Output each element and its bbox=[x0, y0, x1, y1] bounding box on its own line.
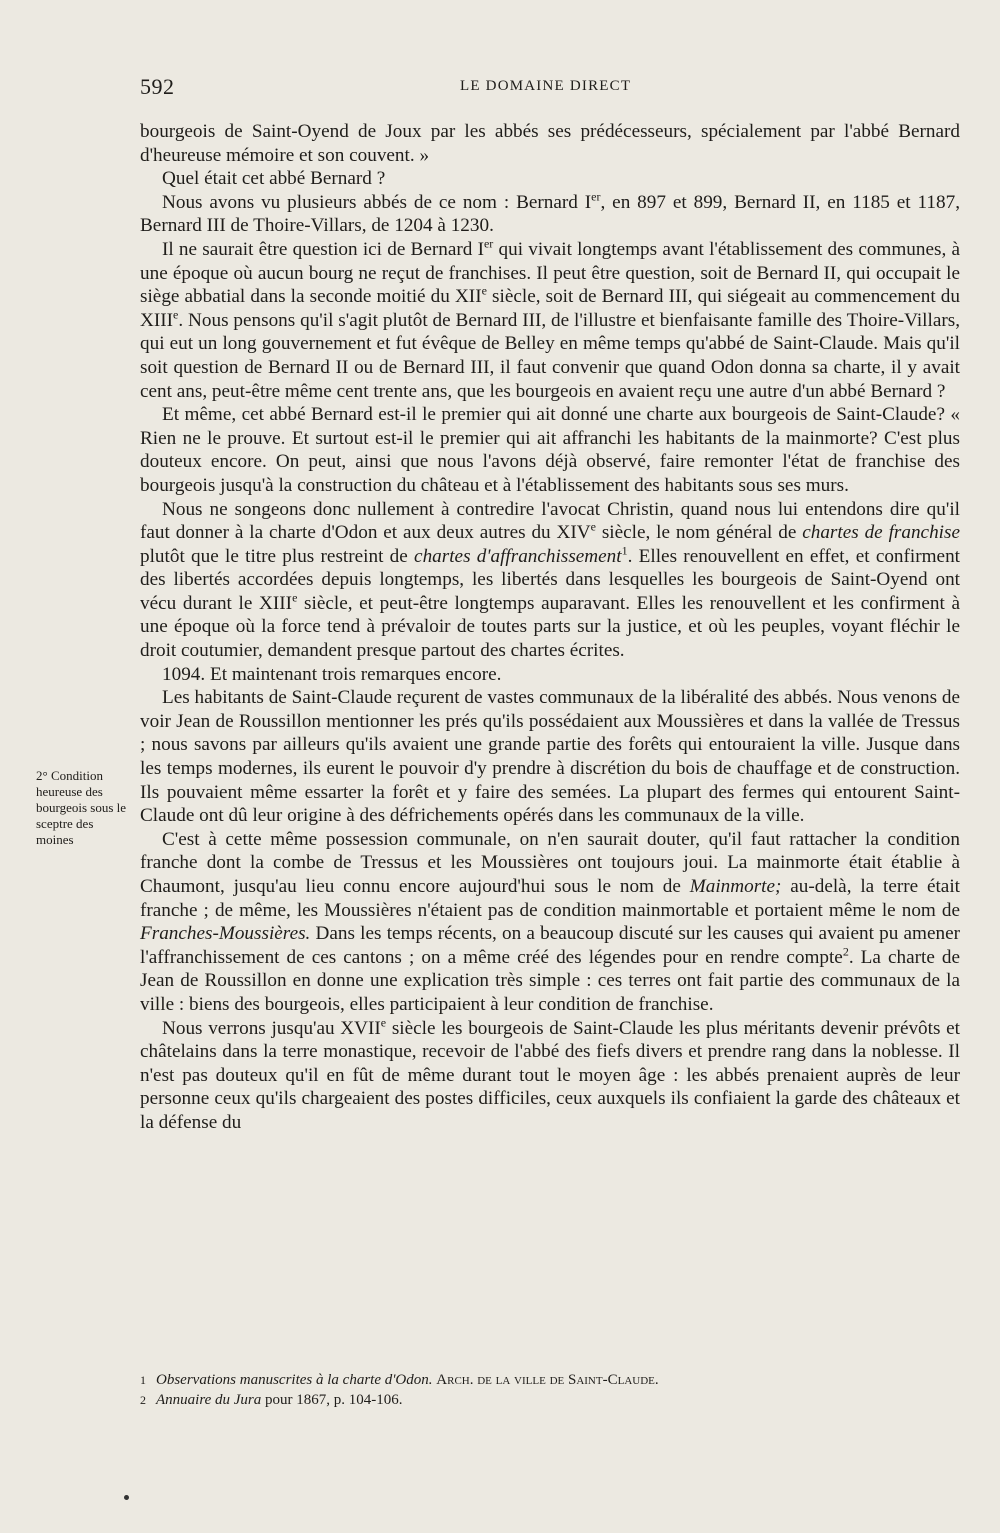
paragraph-4-text-a: Il ne saurait être question ici de Bernard I bbox=[162, 238, 484, 260]
running-title: LE DOMAINE DIRECT bbox=[460, 78, 632, 94]
superscript: e bbox=[380, 1015, 387, 1030]
margin-note: 2° Condition heureuse des bourgeois sous le sceptre des moines bbox=[36, 768, 127, 847]
footnote-ref-2: 2 bbox=[842, 944, 849, 959]
footnote-source: Arch. de la ville de Saint-Claude. bbox=[436, 1372, 659, 1388]
footnotes bbox=[140, 1370, 960, 1410]
paragraph-2: Quel était cet abbé Bernard ? bbox=[162, 168, 386, 190]
paragraph-6 bbox=[140, 498, 960, 663]
paragraph-4-text-c: siècle, soit de Bernard III, qui siégeait au commencement du XIII bbox=[140, 286, 960, 331]
page-number: 592 bbox=[140, 74, 175, 99]
footnote-2 bbox=[140, 1390, 960, 1410]
italic-term: chartes de franchise bbox=[802, 522, 960, 544]
paragraph-6-text-e: siècle, et peut-être longtemps auparavant. Elles les renouvellent et les confirment à une époque où la force tend à prévaloir de toutes parts sur la justice, et où les peuples, voyant fléchir le droit coutumier, demandent presque partout des chartes écrites. bbox=[140, 592, 960, 662]
paragraph-6-text-d: . Elles renouvellent en effet, et confirment des libertés accordées depuis longtemps, les libertés dans lesquelles les bourgeois de Saint-Oyend ont vécu durant le XIII bbox=[140, 545, 960, 614]
paragraph-6-text-c: plutôt que le titre plus restreint de bbox=[140, 545, 415, 567]
italic-term: Mainmorte; bbox=[689, 876, 782, 897]
body-text bbox=[140, 120, 960, 1135]
ink-speck bbox=[124, 1495, 129, 1500]
paragraph-10 bbox=[140, 1017, 960, 1135]
superscript: er bbox=[591, 189, 601, 204]
page-header bbox=[140, 74, 960, 102]
paragraph-4-text-b: qui vivait longtemps avant l'établissement des communes, à une époque où aucun bourg ne reçut de franchises. Il peut être question, soit de Bernard II, qui occupait le siège abbatial dans la seconde moitié du XII bbox=[140, 238, 960, 308]
paragraph-7-numbered: 1094. Et maintenant trois remarques encore. bbox=[162, 663, 502, 685]
paragraph-5: Et même, cet abbé Bernard est-il le premier qui ait donné une charte aux bourgeois de Saint-Claude? « Rien ne le prouve. Et surtout est-il le premier qui ait affranchi les habitants de la mainmorte? C'est plus douteux encore. On peut, ainsi que nous l'avons déjà observé, faire remonter l'état de franchise des bourgeois jusqu'à la construction du château et à l'établissement des habitants sous ses murs. bbox=[140, 404, 960, 496]
paragraph-9-text-b: au-delà, la terre était franche ; de même, les Moussières n'étaient pas de condition mainmortable et portaient même le nom de bbox=[140, 876, 960, 921]
footnote-detail: pour 1867, p. 104-106. bbox=[265, 1392, 403, 1408]
footnote-1 bbox=[140, 1370, 960, 1390]
paragraph-8: Les habitants de Saint-Claude reçurent de vastes communaux de la libéralité des abbés. Nous venons de voir Jean de Roussillon mentionner les prés qu'ils possédaient aux Moussières et dans la vallée de Tressus ; nous savons par ailleurs qu'ils avaient une grande partie des forêts qui entouraient la ville. Jusque dans les temps modernes, ils eurent le pouvoir d'y prendre à discrétion du bois de chauffage et de construction. Ils pouvaient même essarter la forêt et y faire des semées. La plupart des fermes qui entourent Saint-Claude ont dû leur origine à des défrichements opérés dans les communaux de la ville. bbox=[140, 687, 960, 827]
paragraph-3 bbox=[140, 191, 960, 238]
paragraph-10-text-b: siècle les bourgeois de Saint-Claude les plus méritants devenir prévôts et châtelains dans la terre monastique, recevoir de l'abbé des fiefs divers et prendre rang dans la noblesse. Il n'est pas douteux qu'il en fût de même durant tout le moyen âge : les abbés prenaient auprès de leur personne ceux qu'ils chargeaient des postes difficiles, ceux auxquels ils confiaient la garde des châteaux et la défense du bbox=[140, 1017, 960, 1133]
superscript: e bbox=[481, 283, 487, 298]
paragraph-10-text-a: Nous verrons jusqu'au XVII bbox=[162, 1017, 381, 1039]
paragraph-9 bbox=[140, 828, 960, 1017]
italic-term: Franches-Moussières. bbox=[140, 923, 311, 945]
footnote-number: 2 bbox=[140, 1393, 146, 1407]
footnote-title: Observations manuscrites à la charte d'Odon. bbox=[156, 1372, 433, 1388]
footnote-title: Annuaire du Jura bbox=[156, 1392, 262, 1408]
paragraph-9-text-d: . La charte de Jean de Roussillon en donne une explication très simple : ces terres ont fait partie des communaux de la ville : biens des bourgeois, elles participaient à leur condition de franchise. bbox=[140, 946, 961, 1015]
superscript: e bbox=[292, 590, 298, 605]
paragraph-4 bbox=[140, 238, 960, 403]
footnote-ref-1: 1 bbox=[621, 543, 628, 558]
paragraph-6-text-a: Nous ne songeons donc nullement à contredire l'avocat Christin, quand nous lui entendons dire qu'il faut donner à la charte d'Odon et aux deux autres du XIV bbox=[140, 498, 960, 544]
superscript: e bbox=[173, 307, 179, 322]
paragraph-3-text-b: , en 897 et 899, Bernard II, en 1185 et 1187, Bernard III de Thoire-Villars, de 1204 à 1230. bbox=[140, 191, 960, 237]
paragraph-6-text-b: siècle, le nom général de bbox=[595, 522, 803, 544]
paragraph-1: bourgeois de Saint-Oyend de Joux par les abbés ses prédécesseurs, spécialement par l'abbé Bernard d'heureuse mémoire et son couvent. » bbox=[140, 121, 960, 166]
paragraph-9-text-c: Dans les temps récents, on a beaucoup discuté sur les causes qui avaient pu amener l'affranchissement de ces cantons ; on a même créé des légendes pour en rendre compte bbox=[140, 923, 960, 968]
paragraph-9-text-a: C'est à cette même possession communale, on n'en saurait douter, qu'il faut rattacher la condition franche dont la combe de Tressus et les Moussières ont toujours joui. La mainmorte était établie à Chaumont, jusqu'au lieu connu encore aujourd'hui sous le nom de bbox=[140, 828, 960, 897]
paragraph-4-text-d: . Nous pensons qu'il s'agit plutôt de Bernard III, de l'illustre et bienfaisante famille des Thoire-Villars, qui eut un long gouvernement et fut évêque de Belley en même temps qu'abbé de Saint-Claude. Mais qu'il soit question de Bernard II ou de Bernard III, il faut convenir que quand Odon donna sa charte, il y avait cent ans, peut-être même cent trente ans, que les bourgeois en avaient reçu une autre d'un abbé Bernard ? bbox=[140, 309, 960, 402]
italic-term: chartes d'affranchissement bbox=[414, 545, 622, 567]
superscript: e bbox=[590, 519, 596, 534]
footnote-number: 1 bbox=[140, 1373, 146, 1387]
superscript: er bbox=[483, 236, 494, 251]
paragraph-3-text-a: Nous avons vu plusieurs abbés de ce nom : Bernard I bbox=[162, 191, 592, 213]
